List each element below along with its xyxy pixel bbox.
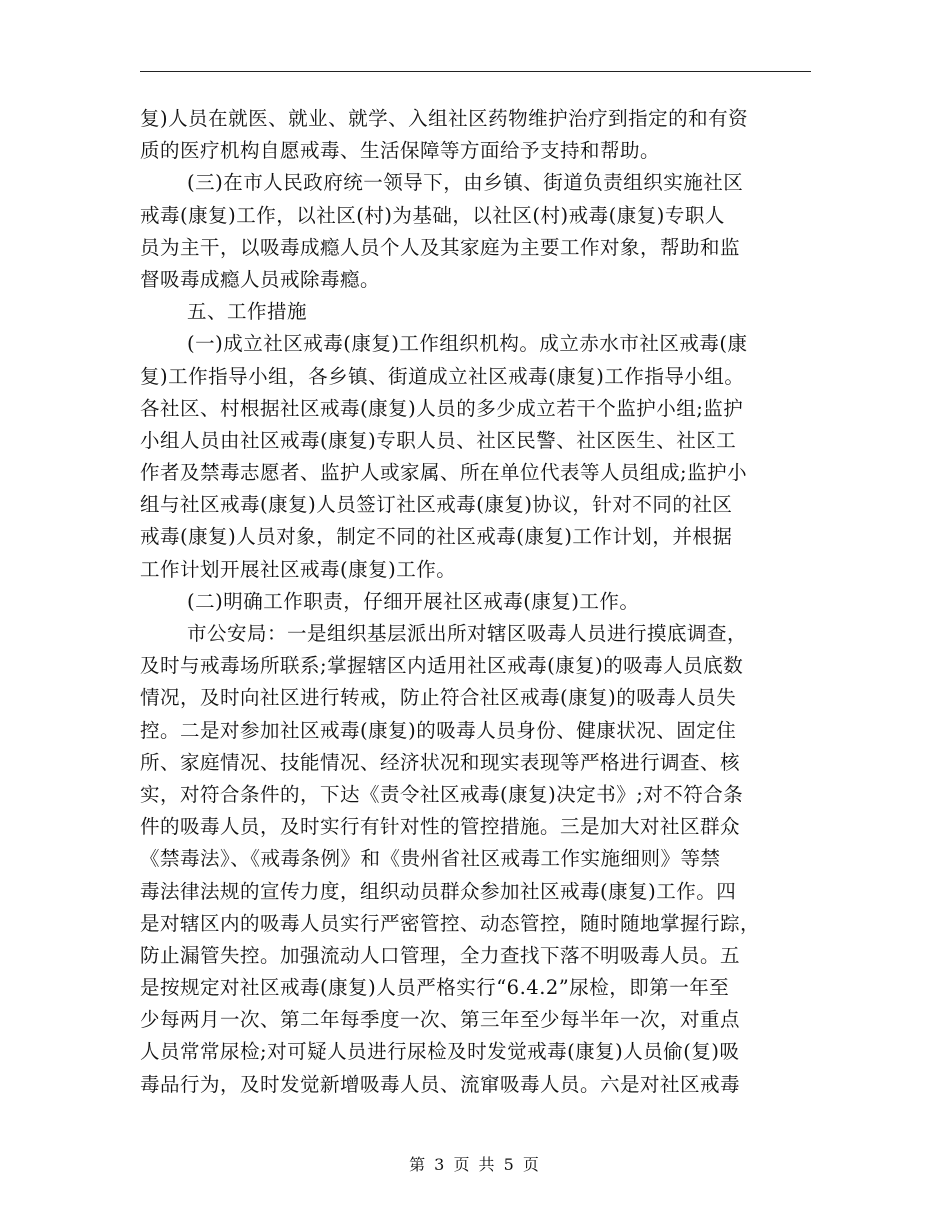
text-line: 人员常常尿检;对可疑人员进行尿检及时发觉戒毒(康复)人员偷(复)吸 — [140, 1040, 740, 1064]
text-line: 是对辖区内的吸毒人员实行严密管控、动态管控，随时随地掌握行踪， — [140, 911, 761, 935]
text-line: 毒品行为，及时发觉新增吸毒人员、流窜吸毒人员。六是对社区戒毒 — [140, 1072, 741, 1096]
text-line: 组与社区戒毒(康复)人员签订社区戒毒(康复)协议，针对不同的社区 — [140, 493, 733, 517]
paragraph-first-line: (一)成立社区戒毒(康复)工作组织机构。成立赤水市社区戒毒(康 — [187, 332, 748, 356]
text-line: 戒毒(康复)人员对象，制定不同的社区戒毒(康复)工作计划，并根据 — [140, 525, 733, 549]
text-line: 是按规定对社区戒毒(康复)人员严格实行“6.4.2”尿检，即第一年至 — [140, 976, 730, 1000]
document-body — [140, 103, 811, 1101]
text-line: 小组人员由社区戒毒(康复)专职人员、社区民警、社区医生、社区工 — [140, 428, 737, 452]
text-line: 质的医疗机构自愿戒毒、生活保障等方面给予支持和帮助。 — [140, 139, 661, 163]
text-line: 复)人员在就医、就业、就学、入组社区药物维护治疗到指定的和有资 — [140, 107, 749, 130]
paragraph-first-line: (二)明确工作职责，仔细开展社区戒毒(康复)工作。 — [187, 589, 640, 613]
text-line: 实，对符合条件的，下达《责令社区戒毒(康复)决定书》;对不符合条 — [140, 782, 744, 806]
text-line: 复)工作指导小组，各乡镇、街道成立社区戒毒(康复)工作指导小组。 — [140, 364, 745, 388]
paragraph-first-line: 市公安局：一是组织基层派出所对辖区吸毒人员进行摸底调查， — [187, 622, 748, 645]
text-line: 员为主干，以吸毒成瘾人员个人及其家庭为主要工作对象，帮助和监 — [140, 235, 741, 259]
text-line: 各社区、村根据社区戒毒(康复)人员的多少成立若干个监护小组;监护 — [140, 396, 744, 420]
text-line: 所、家庭情况、技能情况、经济状况和现实表现等严格进行调查、核 — [140, 750, 741, 774]
text-line: 情况，及时向社区进行转戒，防止符合社区戒毒(康复)的吸毒人员失 — [140, 686, 737, 710]
header-rule — [140, 71, 811, 72]
text-line: 作者及禁毒志愿者、监护人或家属、所在单位代表等人员组成;监护小 — [140, 461, 748, 485]
paragraph-first-line: (三)在市人民政府统一领导下，由乡镇、街道负责组织实施社区 — [187, 171, 744, 195]
text-line: 件的吸毒人员，及时实行有针对性的管控措施。三是加大对社区群众 — [140, 815, 741, 839]
text-line: 防止漏管失控。加强流动人口管理，全力查找下落不明吸毒人员。五 — [140, 943, 741, 967]
text-line: 督吸毒成瘾人员戒除毒瘾。 — [140, 267, 381, 291]
text-line: 及时与戒毒场所联系;掌握辖区内适用社区戒毒(康复)的吸毒人员底数 — [140, 654, 744, 678]
text-line: 工作计划开展社区戒毒(康复)工作。 — [140, 557, 457, 581]
text-line: 《禁毒法》、《戒毒条例》和《贵州省社区戒毒工作实施细则》等禁 — [140, 847, 721, 871]
page-number-footer: 第 3 页 共 5 页 — [409, 1155, 541, 1174]
text-line: 毒法律法规的宣传力度，组织动员群众参加社区戒毒(康复)工作。四 — [140, 879, 737, 903]
text-line: 控。二是对参加社区戒毒(康复)的吸毒人员身份、健康状况、固定住 — [140, 718, 737, 742]
text-line: 戒毒(康复)工作，以社区(村)为基础，以社区(村)戒毒(康复)专职人 — [140, 203, 725, 227]
text-line: 少每两月一次、第二年每季度一次、第三年至少每半年一次，对重点 — [140, 1008, 741, 1032]
paragraph-first-line: 五、工作措施 — [187, 300, 308, 324]
